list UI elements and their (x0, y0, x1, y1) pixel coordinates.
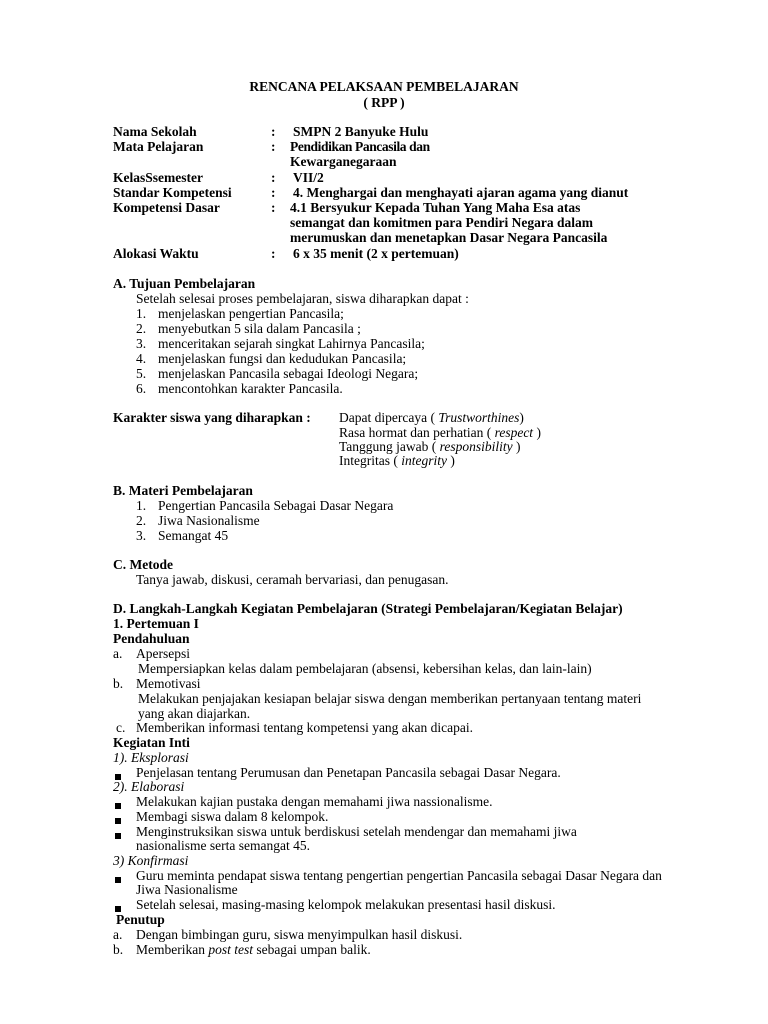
identity-value-cont: Kewarganegaraan (290, 154, 397, 169)
item-letter: a. (113, 927, 123, 942)
identity-colon: : (271, 170, 276, 185)
identity-colon: : (271, 200, 276, 215)
karakter-text: Integritas ( (339, 453, 402, 468)
bullet-item-cont: nasionalisme serta semangat 45. (136, 838, 310, 853)
penutup-text: sebagai umpan balik. (253, 942, 371, 957)
penutup-item (136, 942, 371, 957)
list-item-number: 5. (136, 366, 147, 381)
pendahuluan-heading: Pendahuluan (113, 631, 190, 646)
memotivasi-text: Melakukan penjajakan kesiapan belajar siswa dengan memberikan pertanyaan tentang materi (138, 691, 642, 706)
karakter-text: Dapat dipercaya ( (339, 410, 439, 425)
kegiatan-inti-heading: Kegiatan Inti (113, 735, 190, 750)
identity-label: KelasSsemester (113, 170, 203, 185)
karakter-text: ) (512, 439, 521, 454)
pertemuan-heading: 1. Pertemuan I (113, 616, 199, 631)
identity-value: 4. Menghargai dan menghayati ajaran agama yang dianut (293, 185, 629, 200)
apersepsi-title: Apersepsi (136, 646, 190, 661)
identity-value: 6 x 35 menit (2 x pertemuan) (293, 246, 459, 261)
identity-value: SMPN 2 Banyuke Hulu (293, 124, 429, 139)
list-item-number: 6. (136, 381, 147, 396)
section-a-intro: Setelah selesai proses pembelajaran, siswa diharapkan dapat : (136, 291, 469, 306)
identity-colon: : (271, 139, 276, 154)
memotivasi-text-cont: yang akan diajarkan. (138, 706, 251, 721)
identity-label: Nama Sekolah (113, 124, 197, 139)
identity-value: 4.1 Bersyukur Kepada Tuhan Yang Maha Esa atas (290, 200, 581, 215)
bullet-item: Melakukan kajian pustaka dengan memahami jiwa nassionalisme. (136, 794, 493, 809)
karakter-label: Karakter siswa yang diharapkan : (113, 410, 311, 425)
identity-label: Standar Kompetensi (113, 185, 232, 200)
identity-colon: : (271, 246, 276, 261)
document-subtitle: ( RPP ) (363, 95, 405, 110)
item-letter: c. (116, 720, 126, 735)
elaborasi-heading: 2). Elaborasi (113, 779, 185, 794)
list-item-number: 1. (136, 306, 147, 321)
karakter-term: responsibility (439, 439, 513, 454)
karakter-text: ) (533, 425, 541, 440)
list-item: menjelaskan Pancasila sebagai Ideologi Negara; (158, 366, 419, 381)
eksplorasi-heading: 1). Eksplorasi (113, 750, 189, 765)
identity-value-cont: semangat dan komitmen para Pendiri Negara dalam (290, 215, 593, 230)
karakter-term: integrity (401, 453, 447, 468)
karakter-term: respect (494, 425, 534, 440)
identity-label: Kompetensi Dasar (113, 200, 220, 215)
bullet-icon (115, 871, 121, 886)
item-letter: a. (113, 646, 123, 661)
bullet-icon (115, 827, 121, 842)
list-item: Pengertian Pancasila Sebagai Dasar Negara (158, 498, 394, 513)
list-item-number: 3. (136, 336, 147, 351)
list-item: menjelaskan fungsi dan kedudukan Pancasila; (158, 351, 407, 366)
document-title: RENCANA PELAKSAAN PEMBELAJARAN (249, 79, 519, 94)
apersepsi-text: Mempersiapkan kelas dalam pembelajaran (absensi, kebersihan kelas, dan lain-lain) (138, 661, 592, 676)
list-item-number: 3. (136, 528, 147, 543)
penutup-heading: Penutup (116, 912, 165, 927)
karakter-item (339, 453, 455, 468)
section-a-heading: A. Tujuan Pembelajaran (113, 276, 256, 291)
identity-label: Mata Pelajaran (113, 139, 204, 154)
informasi-text: Memberikan informasi tentang kompetensi yang akan dicapai. (136, 720, 474, 735)
bullet-item: Setelah selesai, masing-masing kelompok melakukan presentasi hasil diskusi. (136, 897, 556, 912)
list-item-number: 2. (136, 321, 147, 336)
bullet-item: Membagi siswa dalam 8 kelompok. (136, 809, 329, 824)
identity-colon: : (271, 185, 276, 200)
karakter-item (339, 425, 541, 440)
list-item: menceritakan sejarah singkat Lahirnya Pancasila; (158, 336, 425, 351)
list-item: mencontohkan karakter Pancasila. (158, 381, 343, 396)
bullet-item-cont: Jiwa Nasionalisme (136, 882, 238, 897)
penutup-item: Dengan bimbingan guru, siswa menyimpulkan hasil diskusi. (136, 927, 463, 942)
karakter-term: Trustworthines (438, 410, 520, 425)
section-b-heading: B. Materi Pembelajaran (113, 483, 253, 498)
memotivasi-title: Memotivasi (136, 676, 201, 691)
list-item: menyebutkan 5 sila dalam Pancasila ; (158, 321, 361, 336)
list-item: menjelaskan pengertian Pancasila; (158, 306, 344, 321)
bullet-icon (115, 797, 121, 812)
identity-value: VII/2 (293, 170, 324, 185)
section-d-heading: D. Langkah-Langkah Kegiatan Pembelajaran (Strategi Pembelajaran/Kegiatan Belajar) (113, 601, 623, 616)
list-item-number: 2. (136, 513, 147, 528)
bullet-icon (115, 812, 121, 827)
konfirmasi-heading: 3) Konfirmasi (113, 853, 189, 868)
identity-value-cont: merumuskan dan menetapkan Dasar Negara Pancasila (290, 230, 608, 245)
bullet-item: Guru meminta pendapat siswa tentang pengertian pengertian Pancasila sebagai Dasar Negara dan (136, 868, 662, 883)
bullet-item: Menginstruksikan siswa untuk berdiskusi setelah mendengar dan memahami jiwa (136, 824, 577, 839)
list-item: Jiwa Nasionalisme (158, 513, 260, 528)
karakter-item (339, 439, 521, 454)
list-item: Semangat 45 (158, 528, 229, 543)
karakter-text: Rasa hormat dan perhatian ( (339, 425, 495, 440)
item-letter: b. (113, 676, 124, 691)
identity-label: Alokasi Waktu (113, 246, 199, 261)
list-item-number: 1. (136, 498, 147, 513)
karakter-text: ) (519, 410, 524, 425)
karakter-item (339, 410, 524, 425)
item-letter: b. (113, 942, 124, 957)
identity-value: Pendidikan Pancasila dan (290, 139, 430, 154)
section-c-text: Tanya jawab, diskusi, ceramah bervariasi, dan penugasan. (136, 572, 449, 587)
penutup-text: Memberikan (136, 942, 209, 957)
bullet-item: Penjelasan tentang Perumusan dan Penetapan Pancasila sebagai Dasar Negara. (136, 765, 561, 780)
karakter-text: ) (446, 453, 455, 468)
karakter-text: Tanggung jawab ( (339, 439, 440, 454)
identity-colon: : (271, 124, 276, 139)
penutup-term: post test (208, 942, 253, 957)
list-item-number: 4. (136, 351, 147, 366)
section-c-heading: C. Metode (113, 557, 173, 572)
